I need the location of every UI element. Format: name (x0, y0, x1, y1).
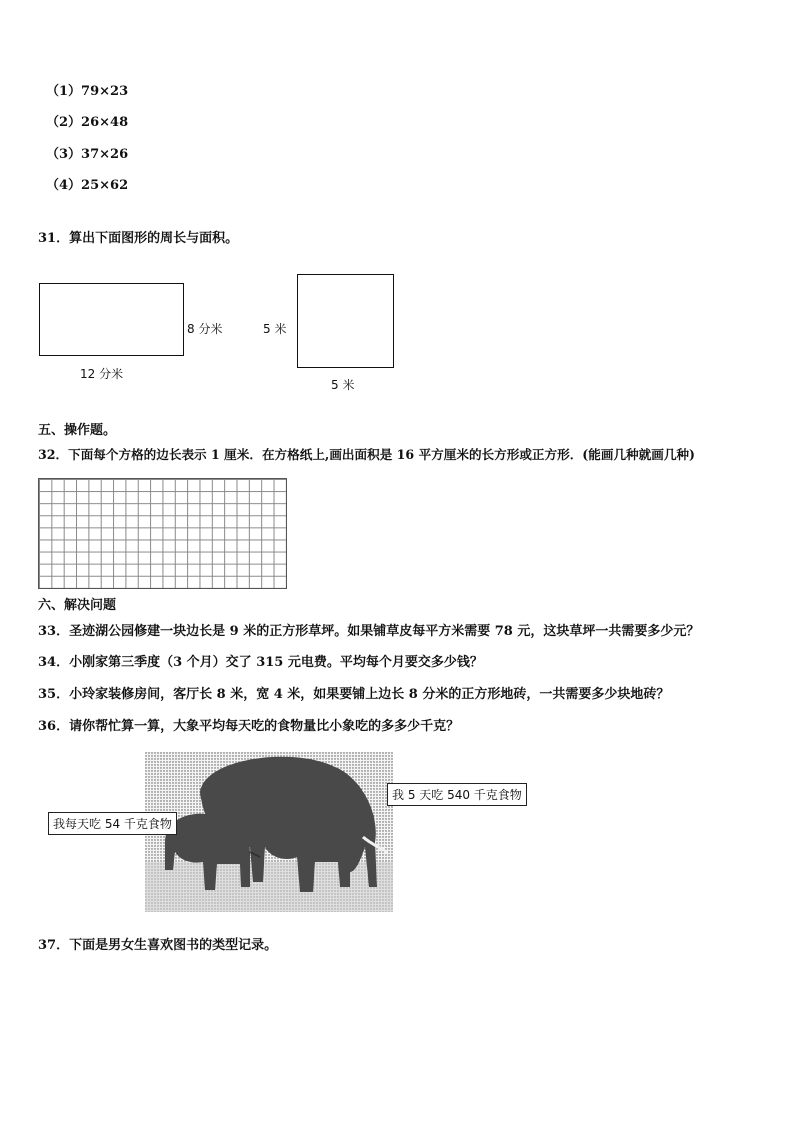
square-side-bottom-label: 5 米 (331, 378, 355, 392)
big-elephant-speech-bubble: 我 5 天吃 540 千克食物 (387, 783, 527, 806)
question-34: 34．小刚家第三季度（3 个月）交了 315 元电费。平均每个月要交多少钱？ (38, 655, 483, 670)
question-32: 32．下面每个方格的边长表示 1 厘米．在方格纸上,画出面积是 16 平方厘米的长方形或正方形．(能画几种就画几种) (38, 447, 695, 462)
question-31: 31．算出下面图形的周长与面积。 (38, 231, 239, 246)
rectangle-figure (39, 283, 184, 356)
elephant-photo (145, 752, 393, 912)
section-5-heading: 五、操作题。 (38, 423, 117, 438)
small-elephant-speech-bubble: 我每天吃 54 千克食物 (48, 812, 177, 835)
calc-item-3: （3）37×26 (46, 147, 129, 162)
rectangle-height-label: 8 分米 (187, 322, 223, 336)
question-33: 33．圣迹湖公园修建一块边长是 9 米的正方形草坪。如果铺草皮每平方米需要 78 元，这块草坪一共需要多少元？ (38, 624, 700, 639)
calc-item-4: （4）25×62 (46, 178, 129, 193)
calc-item-1: （1）79×23 (46, 84, 129, 99)
question-36: 36．请你帮忙算一算，大象平均每天吃的食物量比小象吃的多多少千克？ (38, 719, 460, 734)
rectangle-width-label: 12 分米 (80, 367, 124, 381)
question-35: 35．小玲家装修房间，客厅长 8 米，宽 4 米，如果要铺上边长 8 分米的正方形地砖，一共需要多少块地砖？ (38, 687, 670, 702)
square-figure (297, 274, 394, 368)
question-37: 37．下面是男女生喜欢图书的类型记录。 (38, 938, 278, 953)
section-6-heading: 六、解决问题 (38, 598, 117, 613)
square-side-left-label: 5 米 (263, 322, 287, 336)
grid-paper (38, 478, 287, 589)
calc-item-2: （2）26×48 (46, 115, 129, 130)
